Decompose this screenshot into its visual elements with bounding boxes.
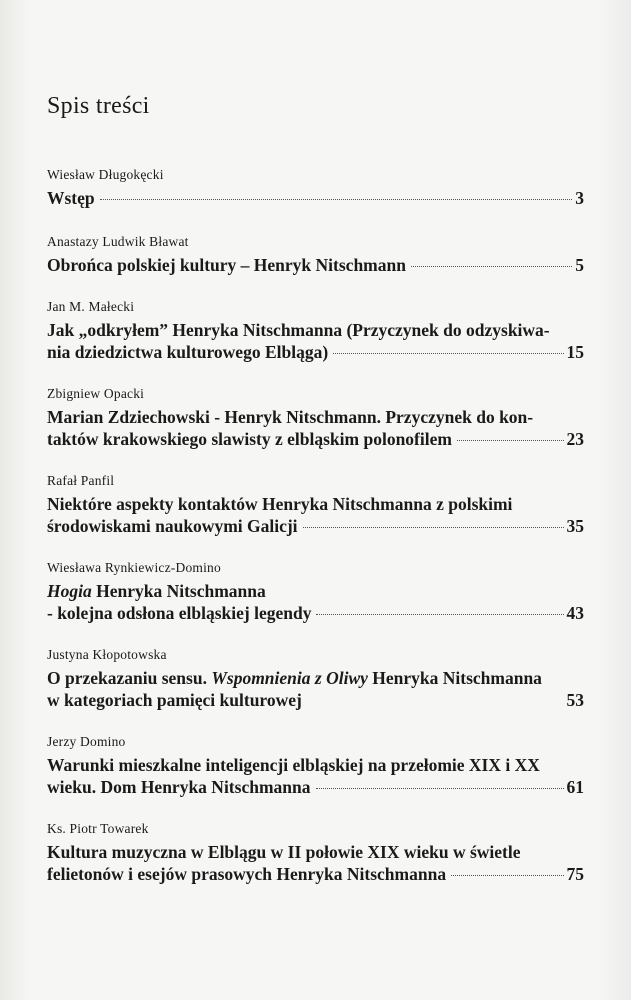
toc-entry: [47, 733, 584, 798]
entry-title-italic: Wspomnienia z Oliwy: [211, 668, 368, 688]
toc-entry: [47, 298, 584, 363]
entry-title-last-line: [47, 254, 584, 276]
entry-title-last-line: [47, 341, 584, 363]
toc-entry: [47, 559, 584, 624]
entry-author: Jerzy Domino: [47, 734, 126, 749]
entry-title-last-line: [47, 428, 584, 450]
dot-leader: [316, 614, 563, 615]
entry-page-number: 61: [566, 777, 584, 797]
toc-entry: [47, 646, 584, 711]
entry-title-line: Niektóre aspekty kontaktów Henryka Nitschmanna z polskimi: [47, 494, 513, 514]
entry-title-line: Warunki mieszkalne inteligencji elbląskiej na przełomie XIX i XX: [47, 755, 540, 775]
entry-title: Obrońca polskiej kultury – Henryk Nitschmann: [47, 255, 406, 275]
entry-author: Justyna Kłopotowska: [47, 647, 167, 662]
entry-title-italic: Hogia: [47, 581, 92, 601]
dot-leader: [451, 875, 563, 876]
entry-title-last-line: [47, 863, 584, 885]
entry-title: środowiskami naukowymi Galicji: [47, 516, 298, 536]
entry-title-line: Jak „odkryłem” Henryka Nitschmanna (Przyczynek do odzyskiwa-: [47, 320, 550, 340]
entry-title-last-line: [47, 689, 584, 711]
toc-entry: [47, 233, 584, 276]
entry-title: felietonów i esejów prasowych Henryka Nitschmanna: [47, 864, 447, 884]
entry-page-number: 43: [566, 603, 584, 623]
dot-leader: [303, 527, 564, 528]
entry-title-rest: Henryka Nitschmanna: [367, 668, 542, 688]
page-title: Spis treści: [47, 93, 150, 119]
toc-entry: [47, 166, 584, 209]
entry-author: Jan M. Małecki: [47, 299, 135, 314]
entry-title-last-line: [47, 187, 584, 209]
entry-page-number: 53: [566, 690, 584, 710]
dot-leader: [316, 788, 564, 789]
dot-leader: [100, 199, 573, 200]
entry-author: Rafał Panfil: [47, 473, 115, 488]
entry-page-number: 3: [575, 188, 584, 208]
entry-title: w kategoriach pamięci kulturowej: [47, 690, 302, 710]
entry-title-part: O przekazaniu sensu.: [47, 668, 212, 688]
dot-leader: [411, 266, 572, 267]
entry-page-number: 35: [566, 516, 584, 536]
entry-title-rest: Henryka Nitschmanna: [91, 581, 266, 601]
entry-page-number: 75: [566, 864, 584, 884]
dot-leader: [333, 353, 563, 354]
entry-title-line: Marian Zdziechowski - Henryk Nitschmann. Przyczynek do kon-: [47, 407, 534, 427]
entry-title: wieku. Dom Henryka Nitschmanna: [47, 777, 311, 797]
entry-title-line: [47, 667, 584, 689]
toc-entry: [47, 820, 584, 885]
entry-author: Wiesława Rynkiewicz-Domino: [47, 560, 221, 575]
toc-entry: [47, 472, 584, 537]
entry-page-number: 23: [566, 429, 584, 449]
entry-title: taktów krakowskiego slawisty z elbląskim polonofilem: [47, 429, 452, 449]
entry-title: Wstęp: [47, 188, 95, 208]
entry-title: nia dziedzictwa kulturowego Elbląga): [47, 342, 329, 362]
entry-title-line: [47, 580, 584, 602]
entry-page-number: 15: [566, 342, 584, 362]
dot-leader: [457, 440, 564, 441]
entry-author: Ks. Piotr Towarek: [47, 821, 149, 836]
entry-title: - kolejna odsłona elbląskiej legendy: [47, 603, 312, 623]
entry-author: Zbigniew Opacki: [47, 386, 145, 401]
entry-author: Anastazy Ludwik Bławat: [47, 234, 189, 249]
entry-title-last-line: [47, 602, 584, 624]
toc-entry: [47, 385, 584, 450]
entry-title-line: Kultura muzyczna w Elblągu w II połowie XIX wieku w świetle: [47, 842, 521, 862]
toc-list: [47, 166, 584, 907]
entry-author: Wiesław Długokęcki: [47, 167, 164, 182]
entry-title-last-line: [47, 515, 584, 537]
entry-page-number: 5: [575, 255, 584, 275]
entry-title-last-line: [47, 776, 584, 798]
